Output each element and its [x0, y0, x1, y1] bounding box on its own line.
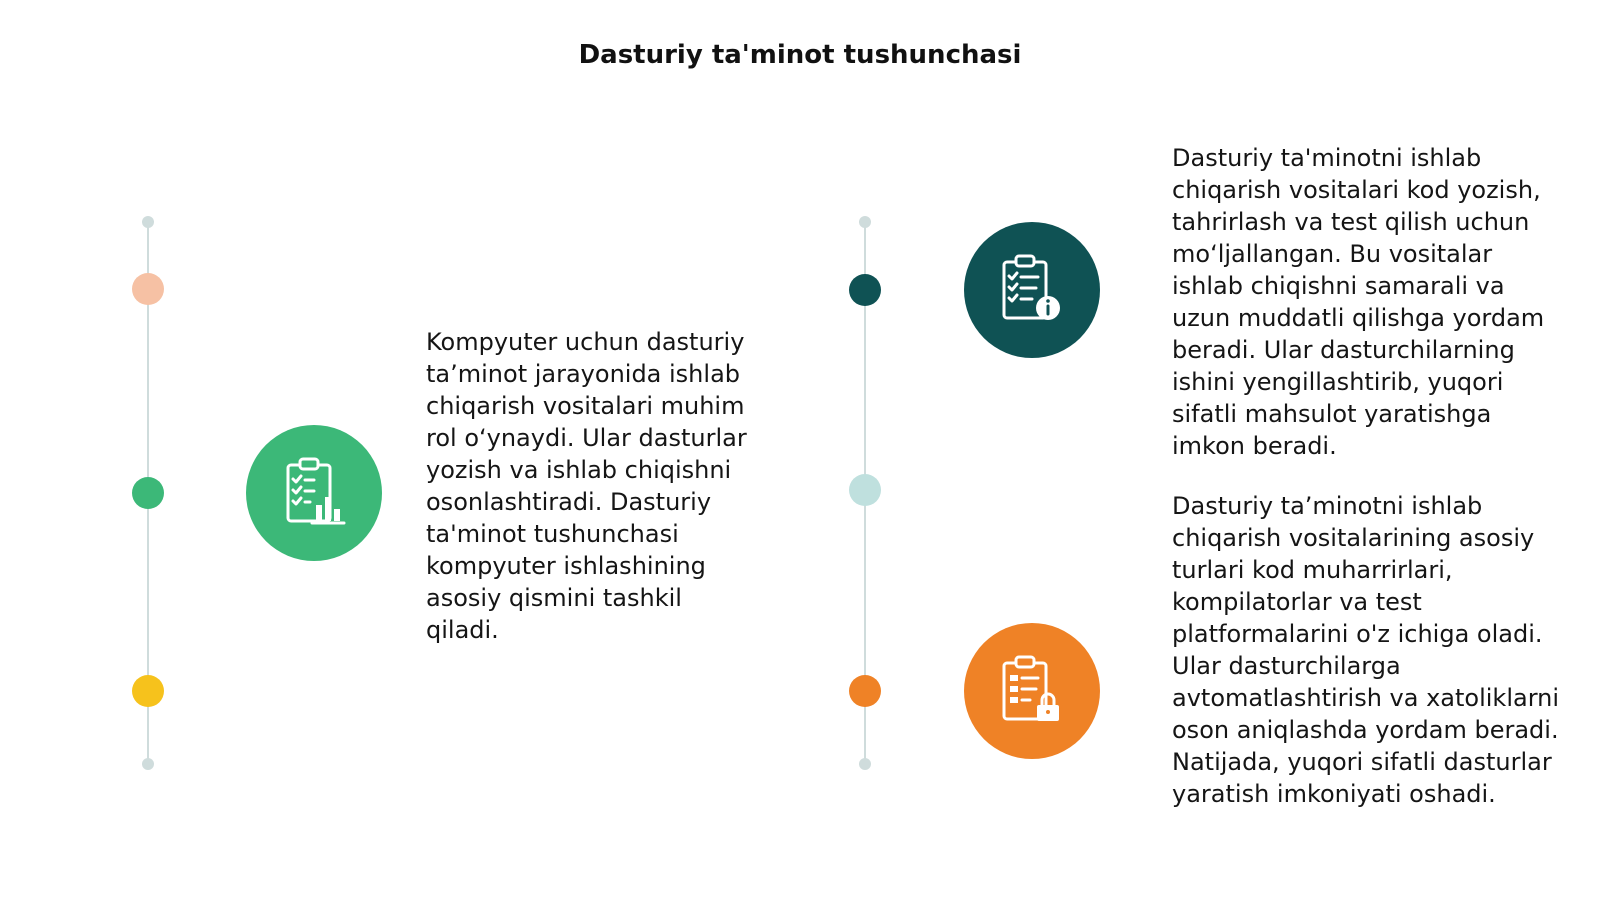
bottom-right-icon-circle	[964, 623, 1100, 759]
left-text-block: Kompyuter uchun dasturiy ta’minot jarayonida ishlab chiqarish vositalari muhim rol o‘ynaydi. Ular dasturlar yozish va ishlab chiqishni osonlashtiradi. Dasturiy ta'minot tushunchasi kompyuter ishlashining asosiy qismini tashkil qiladi.	[426, 328, 747, 644]
right-timeline-dot-light-teal	[849, 474, 881, 506]
left-timeline-bottom-end	[142, 758, 154, 770]
right-timeline-bottom-end	[859, 758, 871, 770]
clipboard-chart-icon	[274, 453, 354, 533]
left-timeline-dot-yellow	[132, 675, 164, 707]
left-icon-circle	[246, 425, 382, 561]
left-timeline-dot-green	[132, 477, 164, 509]
slide-title: Dasturiy ta'minot tushunchasi	[578, 40, 1022, 70]
clipboard-info-icon	[992, 250, 1072, 330]
clipboard-lock-icon	[992, 651, 1072, 731]
bottom-right-text-block: Dasturiy ta’minotni ishlab chiqarish vositalarining asosiy turlari kod muharrirlari, kompilatorlar va test platformalarini o'z ichiga oladi. Ular dasturchilarga avtomatlashtirish va xatoliklarni oson aniqlashda yordam beradi. Natijada, yuqori sifatli dasturlar yaratish imkoniyati oshadi.	[1172, 492, 1560, 808]
top-right-icon-circle	[964, 222, 1100, 358]
left-timeline-top-end	[142, 216, 154, 228]
right-timeline-top-end	[859, 216, 871, 228]
right-timeline-dot-dark-teal	[849, 274, 881, 306]
left-timeline-dot-peach	[132, 273, 164, 305]
top-right-text-block: Dasturiy ta'minotni ishlab chiqarish vositalari kod yozish, tahrirlash va test qilish uchun mo‘ljallangan. Bu vositalar ishlab chiqishni samarali va uzun muddatli qilishga yordam beradi. Ular dasturchilarning ishini yengillashtirib, yuqori sifatli mahsulot yaratishga imkon beradi.	[1172, 144, 1545, 460]
right-timeline-dot-orange	[849, 675, 881, 707]
